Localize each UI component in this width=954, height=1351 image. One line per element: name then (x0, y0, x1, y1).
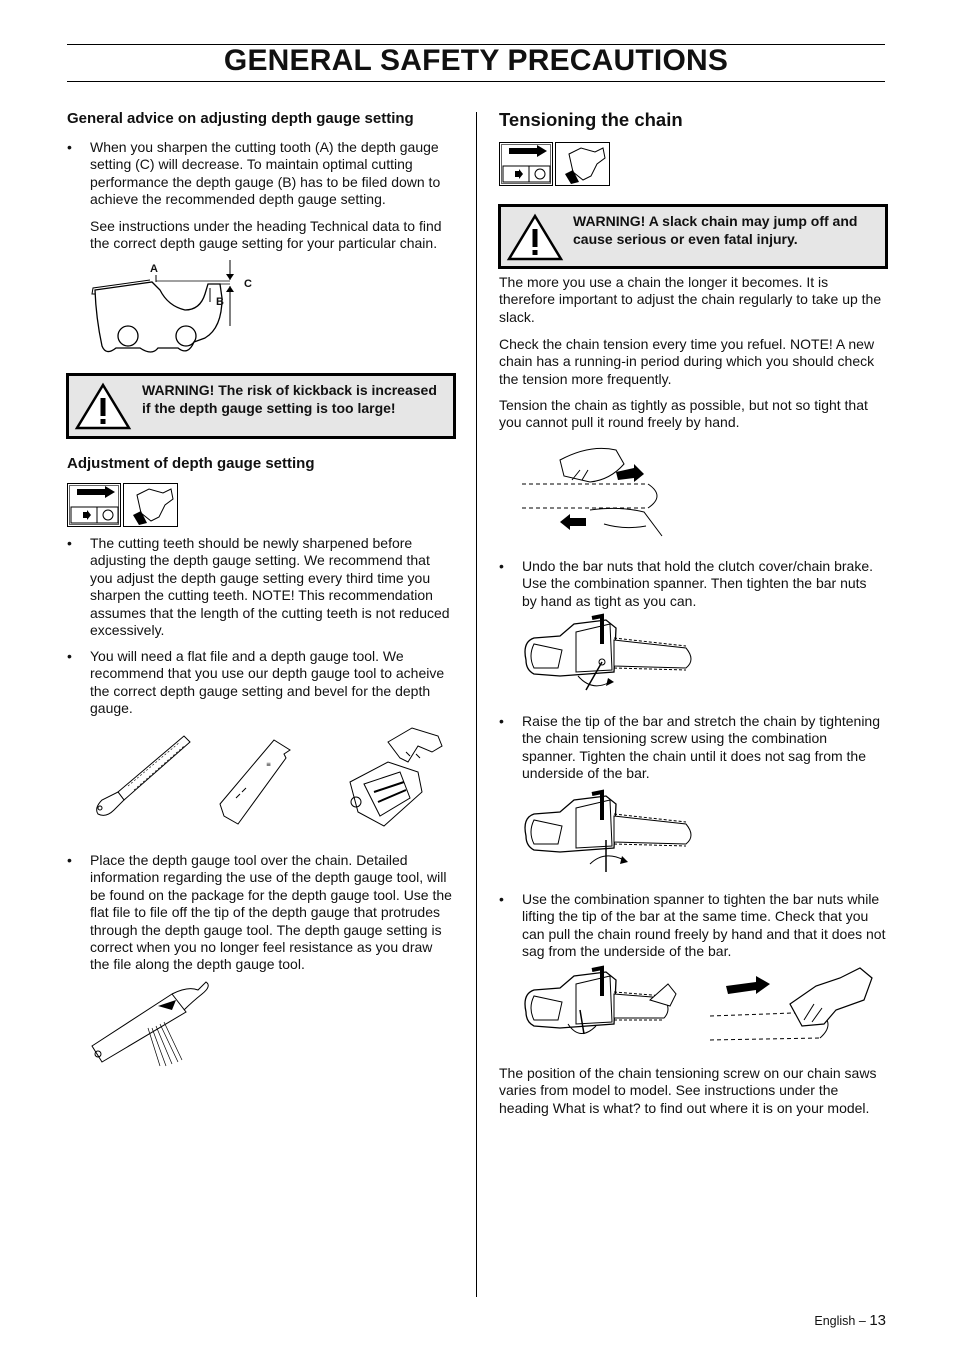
file-and-gauge-tools-figure (88, 722, 450, 832)
footer-language: English (814, 1314, 856, 1328)
para-chain-longer: The more you use a chain the longer it becomes. It is therefore important to adjust the chain regularly to take up the slack. (499, 274, 882, 325)
svg-text:≡: ≡ (266, 761, 272, 768)
label-c: C (244, 278, 252, 290)
chainsaw-undo-nuts-figure (520, 612, 700, 694)
chainsaw-lift-and-tighten-figure (520, 964, 880, 1050)
page-number: 13 (869, 1312, 886, 1329)
heading-depth-gauge-advice: General advice on adjusting depth gauge setting (67, 110, 414, 127)
warning-triangle-icon (507, 213, 563, 261)
label-b: B (216, 296, 224, 308)
depth-gauge-plate-icon (220, 740, 290, 824)
cutter-tooth-figure (90, 258, 260, 358)
flat-file-icon (97, 736, 190, 815)
heading-depth-gauge-adjust: Adjustment of depth gauge setting (67, 455, 315, 472)
tools-icon-right (499, 142, 611, 187)
depth-gauge-tool-icon (350, 728, 442, 826)
chainsaw-tension-screw-figure (520, 788, 700, 874)
para-tension-tightly: Tension the chain as tightly as possible, but not so tight that you cannot pull it round freely by hand. (499, 397, 868, 431)
tools-icon (67, 483, 179, 528)
para-tension-screw-position: The position of the chain tensioning screw on our chain saws varies from model to model. See instructions under the heading What is what? to find out where it is on your model. (499, 1065, 877, 1116)
title-underline (67, 81, 885, 82)
warning-triangle-icon (75, 382, 131, 430)
page-title: GENERAL SAFETY PRECAUTIONS (223, 44, 729, 77)
heading-tensioning-chain: Tensioning the chain (499, 109, 683, 130)
footer-dash: – (858, 1314, 866, 1328)
hands-pulling-chain-figure (520, 440, 670, 540)
column-divider (476, 112, 477, 1297)
para-technical-data: See instructions under the heading Technical data to find the correct depth gauge setting for your particular chain. (90, 218, 442, 252)
warning-slack-chain: WARNING! A slack chain may jump off and cause serious or even fatal injury. (498, 204, 888, 269)
para-check-tension: Check the chain tension every time you refuel. NOTE! A new chain has a running-in period during which you should check the tension more frequently. (499, 336, 875, 387)
label-a: A (150, 263, 158, 275)
hand-pulling-chain-icon (710, 968, 872, 1040)
warning-kickback: WARNING! The risk of kickback is increased if the depth gauge setting is too large! (66, 373, 456, 439)
page-footer (814, 1312, 886, 1329)
gauge-tool-on-chain-figure (88, 980, 218, 1070)
